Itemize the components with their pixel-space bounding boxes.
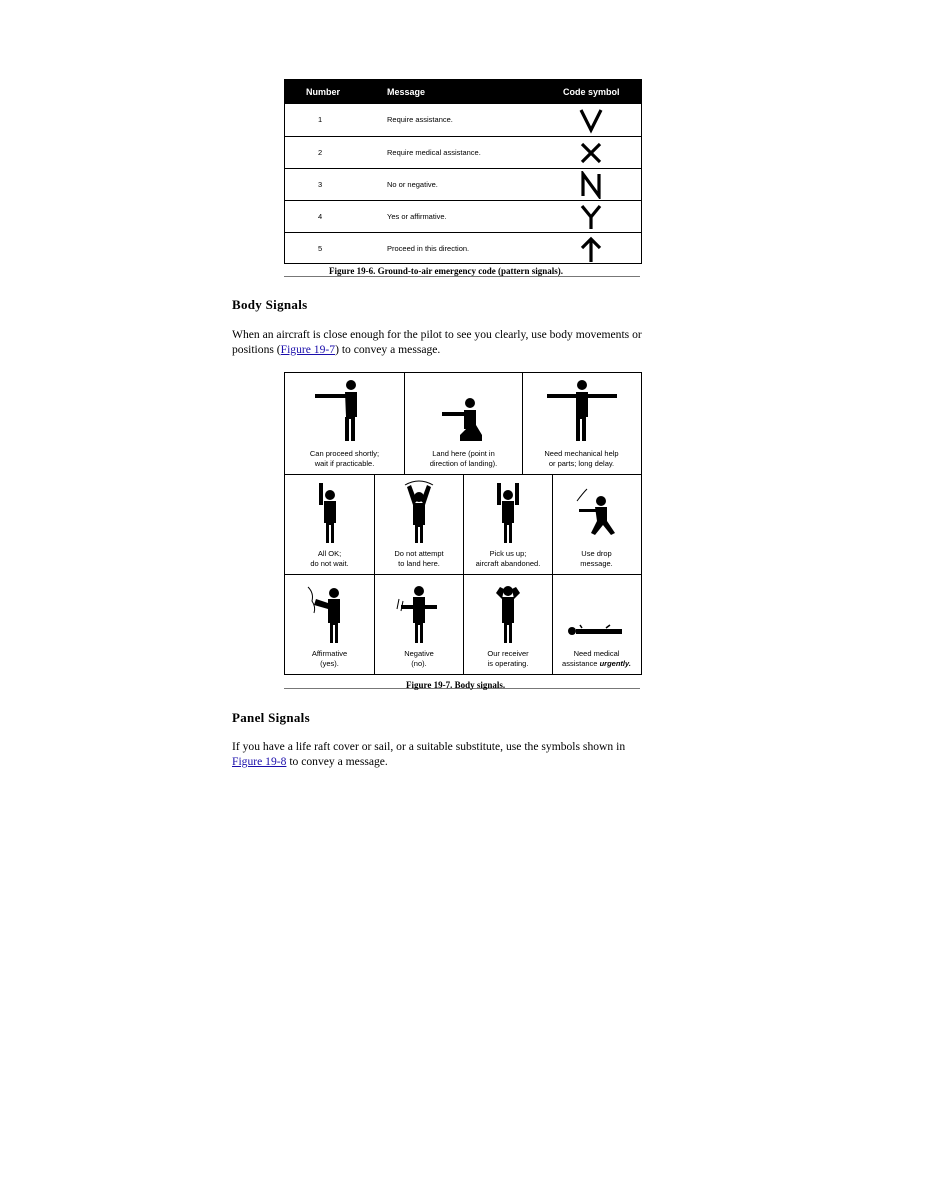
text-fragment: assistance — [562, 659, 600, 668]
body-signals-figure — [284, 372, 642, 675]
caption-rule — [284, 276, 640, 277]
row-number: 4 — [318, 212, 323, 221]
caption-line: direction of landing). — [429, 459, 498, 468]
caption-line: All OK; — [317, 549, 342, 558]
caption-line: aircraft abandoned. — [475, 559, 541, 568]
person-waving-overhead-icon — [389, 479, 449, 545]
row-message: Require assistance. — [387, 115, 453, 124]
table-row — [285, 136, 641, 168]
figure-19-8-link[interactable]: Figure 19-8 — [232, 755, 287, 768]
caption-line: Pick us up; — [489, 549, 527, 558]
signal-cell — [522, 373, 640, 474]
paragraph-line — [232, 754, 625, 769]
signal-cell — [374, 475, 463, 574]
caption-line: Our receiver — [487, 649, 529, 658]
table-row — [285, 168, 641, 200]
caption-line: Need medical — [573, 649, 620, 658]
grid-row — [285, 574, 641, 674]
header-message: Message — [387, 87, 426, 97]
person-one-arm-up-icon — [300, 479, 360, 545]
signal-caption — [464, 549, 552, 569]
person-both-arms-up-icon — [478, 479, 538, 545]
person-arms-out-icon — [537, 377, 627, 443]
caption-line: Need mechanical help — [544, 449, 619, 458]
caption-line: Use drop — [581, 549, 612, 558]
caption-line: do not wait. — [310, 559, 349, 568]
caption-line: is operating. — [487, 659, 529, 668]
person-hands-on-ears-icon — [478, 579, 538, 645]
urgent-emphasis: urgently. — [599, 659, 631, 668]
row-number: 1 — [318, 115, 323, 124]
caption-line: Negative — [404, 649, 434, 658]
caption-line — [553, 659, 640, 669]
caption-line: Affirmative — [311, 649, 348, 658]
body-signals-paragraph — [232, 327, 642, 357]
v-symbol-icon — [577, 106, 605, 134]
row-number: 3 — [318, 180, 323, 189]
row-message: Proceed in this direction. — [387, 244, 470, 253]
ground-to-air-code-table — [284, 79, 642, 264]
signal-cell — [463, 575, 552, 674]
panel-signals-paragraph — [232, 739, 625, 769]
figure-19-6-caption: Figure 19-6. Ground-to-air emergency code (pattern signals). — [329, 266, 563, 276]
person-one-arm-out-icon — [305, 377, 385, 443]
signal-caption — [523, 449, 640, 469]
caption-line: or parts; long delay. — [548, 459, 615, 468]
row-number: 2 — [318, 148, 323, 157]
paragraph-line: When an aircraft is close enough for the pilot to see you clearly, use body movements or — [232, 328, 642, 341]
caption-line: (no). — [411, 659, 427, 668]
signal-caption — [285, 449, 404, 469]
person-waving-cloth-across-icon — [389, 579, 449, 645]
table-header — [285, 80, 641, 104]
row-number: 5 — [318, 244, 323, 253]
caption-line: to land here. — [398, 559, 440, 568]
body-signals-heading: Body Signals — [232, 297, 308, 312]
caption-line: Can proceed shortly; — [309, 449, 380, 458]
x-symbol-icon — [577, 139, 605, 167]
table-row — [285, 232, 641, 264]
table-row — [285, 104, 641, 136]
signal-caption — [285, 549, 374, 569]
table-row — [285, 200, 641, 232]
arrow-up-icon — [577, 235, 605, 263]
person-crouching-waving-icon — [567, 479, 627, 545]
signal-caption — [553, 549, 640, 569]
paragraph-line: If you have a life raft cover or sail, or a suitable substitute, use the symbols shown in — [232, 740, 626, 753]
signal-cell — [404, 373, 522, 474]
text-fragment: to convey a message. — [286, 755, 388, 768]
grid-row — [285, 474, 641, 574]
caption-line: wait if practicable. — [314, 459, 375, 468]
header-number: Number — [306, 87, 341, 97]
signal-caption — [405, 449, 522, 469]
text-fragment: ) to convey a message. — [335, 343, 441, 356]
signal-cell — [552, 575, 640, 674]
caption-line: (yes). — [320, 659, 339, 668]
person-kneeling-pointing-icon — [424, 377, 504, 443]
signal-caption — [375, 649, 463, 669]
caption-line: Do not attempt — [394, 549, 444, 558]
signal-caption — [464, 649, 552, 669]
text-fragment: positions ( — [232, 343, 281, 356]
signal-cell — [463, 475, 552, 574]
n-symbol-icon — [577, 171, 605, 199]
paragraph-line — [232, 342, 642, 357]
y-symbol-icon — [577, 203, 605, 231]
figure-19-7-caption: Figure 19-7. Body signals. — [406, 680, 506, 690]
caption-line: message. — [580, 559, 613, 568]
signal-caption — [553, 649, 640, 669]
figure-19-7-link[interactable]: Figure 19-7 — [280, 343, 336, 356]
signal-caption — [285, 649, 374, 669]
person-waving-cloth-icon — [300, 579, 360, 645]
header-code-symbol: Code symbol — [563, 87, 620, 97]
signal-cell — [285, 475, 374, 574]
signal-cell — [552, 475, 640, 574]
grid-row — [285, 373, 641, 474]
signal-cell — [285, 373, 404, 474]
row-message: No or negative. — [387, 180, 438, 189]
row-message: Yes or affirmative. — [387, 212, 447, 221]
caption-line: Land here (point in — [432, 449, 495, 458]
person-lying-down-icon — [562, 579, 632, 645]
panel-signals-heading: Panel Signals — [232, 710, 310, 725]
signal-caption — [375, 549, 463, 569]
signal-cell — [285, 575, 374, 674]
signal-cell — [374, 575, 463, 674]
row-message: Require medical assistance. — [387, 148, 481, 157]
